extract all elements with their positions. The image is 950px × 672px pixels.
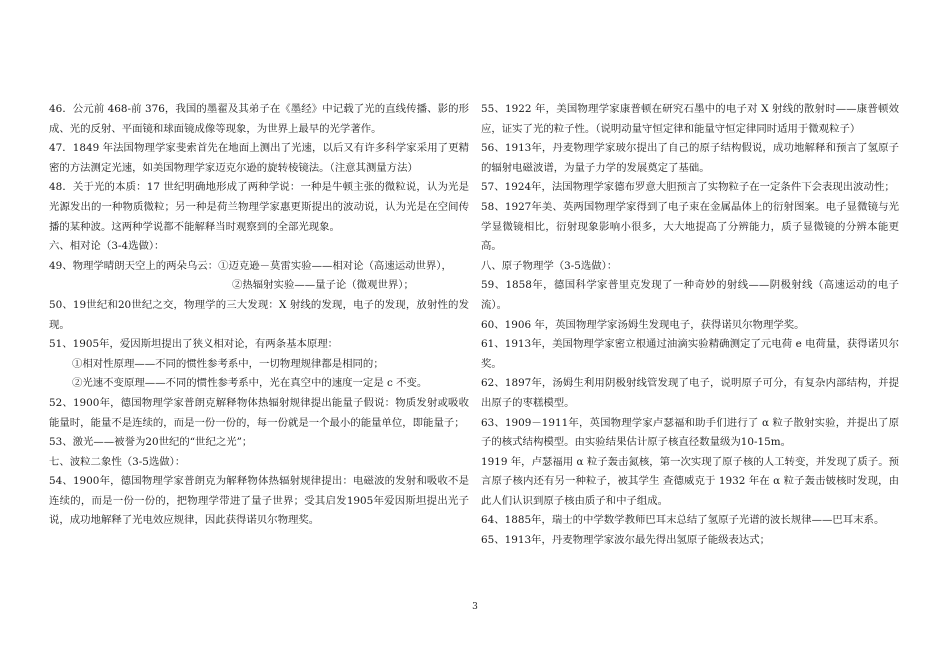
paragraph-1919: 1919 年，卢瑟福用 α 粒子轰击氮核，第一次实现了原子核的人工转变，并发现了质子。预言原子核内还有另一种粒子，被其学生 查德威克于 1932 年在 α 粒子轰击铍核时发现，由此人们认识到原子核由质子和中子组成。	[481, 455, 899, 507]
paragraph-53: 53、激光——被誉为20世纪的“世纪之光”；	[49, 436, 253, 449]
principle-light-speed: ②光速不变原理——不同的惯性参考系中，光在真空中的速度一定是 c 不变。	[72, 377, 428, 390]
paragraph-55: 55、1922 年，美国物理学家康普顿在研究石墨中的电子对 X 射线的散射时——康普顿效应，证实了光的粒子性。（说明动量守恒定律和能量守恒定律同时适用于微观粒子）	[481, 103, 899, 135]
paragraph-54: 54、1900年，德国物理学家普朗克为解释物体热辐射规律提出：电磁波的发射和吸收不是连续的，而是一份一份的，把物理学带进了量子世界；受其启发1905年爱因斯坦提出光子说，成功地解释了光电效应规律，因此获得诺贝尔物理奖。	[49, 475, 469, 527]
paragraph-49-continued: ②热辐射实验——量子论（微观世界）；	[232, 279, 414, 292]
right-column	[481, 100, 899, 551]
section-heading-relativity: 六、相对论（3-4选做）：	[49, 240, 165, 253]
paragraph-50: 50、19世纪和20世纪之交，物理学的三大发现：X 射线的发现，电子的发现，放射性的发现。	[49, 298, 469, 331]
paragraph-57: 57、1924年，法国物理学家德布罗意大胆预言了实物粒子在一定条件下会表现出波动性；	[481, 181, 895, 194]
principle-relativity: ①相对性原理——不同的惯性参考系中，一切物理规律都是相同的；	[72, 357, 384, 370]
paragraph-51: 51、1905年，爱因斯坦提出了狭义相对论，有两条基本原理：	[49, 338, 339, 351]
section-heading-wave-particle: 七、波粒二象性（3-5选做）：	[49, 455, 186, 468]
paragraph-65: 65、1913年，丹麦物理学家波尔最先得出氢原子能级表达式；	[481, 534, 771, 547]
paragraph-59: 59、1858年，德国科学家普里克发现了一种奇妙的射线——阴极射线（高速运动的电子流）。	[481, 279, 899, 311]
paragraph-62: 62、1897年，汤姆生利用阴极射线管发现了电子，说明原子可分，有复杂内部结构，并提出原子的枣糕模型。	[481, 377, 899, 409]
paragraph-60: 60、1906 年，英国物理学家汤姆生发现电子，获得诺贝尔物理学奖。	[481, 318, 805, 331]
section-heading-atomic-physics: 八、原子物理学（3-5选做）：	[481, 259, 618, 272]
left-column	[49, 100, 469, 531]
paragraph-58: 58、1927年美、英两国物理学家得到了电子束在金属晶体上的衍射图案。电子显微镜与光学显微镜相比，衍射现象影响小很多，大大地提高了分辨能力，质子显微镜的分辨本能更高。	[481, 200, 899, 253]
page-number: 3	[472, 602, 478, 612]
paragraph-61: 61、1913年，美国物理学家密立根通过油滴实验精确测定了元电荷 e 电荷量，获得诺贝尔奖。	[481, 338, 899, 370]
paragraph-52: 52、1900年，德国物理学家普朗克解释物体热辐射规律提出能量子假说：物质发射或吸收能量时，能量不是连续的，而是一份一份的，每一份就是一个最小的能量单位，即能量子；	[49, 396, 469, 429]
paragraph-48: 48．关于光的本质：17 世纪明确地形成了两种学说：一种是牛顿主张的微粒说，认为光是光源发出的一种物质微粒；另一种是荷兰物理学家惠更斯提出的波动说，认为光是在空间传播的某种波。这两种学说都不能解释当时观察到的全部光现象。	[49, 181, 469, 233]
paragraph-63: 63、1909－1911年，英国物理学家卢瑟福和助手们进行了 α 粒子散射实验，并提出了原子的核式结构模型。由实验结果估计原子核直径数量级为10-15m。	[481, 416, 899, 449]
paragraph-47: 47．1849 年法国物理学家斐索首先在地面上测出了光速，以后又有许多科学家采用了更精密的方法测定光速，如美国物理学家迈克尔逊的旋转棱镜法。（注意其测量方法）	[49, 142, 469, 174]
paragraph-49: 49、物理学晴朗天空上的两朵乌云：①迈克逊－莫雷实验——相对论（高速运动世界），	[49, 259, 452, 272]
paragraph-46: 46．公元前 468-前 376，我国的墨翟及其弟子在《墨经》中记载了光的直线传播、影的形成、光的反射、平面镜和球面镜成像等现象，为世界上最早的光学著作。	[49, 103, 469, 135]
paragraph-56: 56、1913年，丹麦物理学家玻尔提出了自己的原子结构假说，成功地解释和预言了氢原子的辐射电磁波谱，为量子力学的发展奠定了基础。	[481, 142, 899, 174]
paragraph-64: 64、1885年，瑞士的中学数学教师巴耳末总结了氢原子光谱的波长规律——巴耳末系。	[481, 514, 885, 527]
